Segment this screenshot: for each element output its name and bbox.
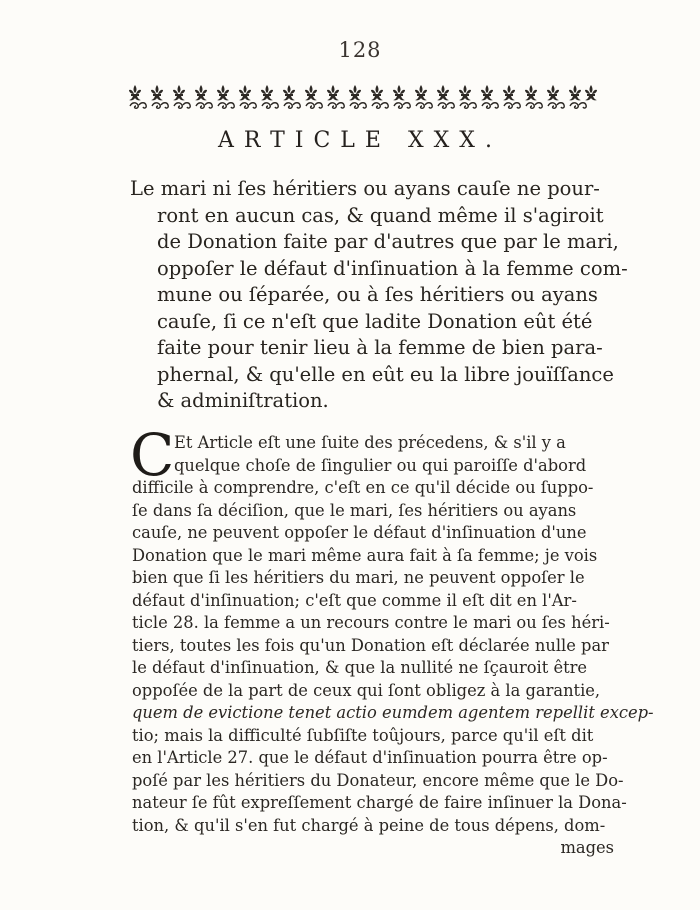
commentary-line: oppoſée de la part de ceux qui ſont obligez à la garantie, xyxy=(132,680,601,700)
commentary-text xyxy=(130,421,654,860)
article-text xyxy=(130,176,630,415)
commentary-line: tion, & qu'il s'en fut chargé à peine de tous dépens, dom- xyxy=(132,815,606,835)
commentary-line: poſé par les héritiers du Donateur, encore même que le Do- xyxy=(132,770,624,790)
commentary-line: nateur ſe fût expreſſement chargé de faire inſinuer la Dona- xyxy=(132,793,627,812)
article-line: mune ou ſéparée, ou à ſes héritiers ou ayans xyxy=(157,283,598,306)
commentary-line: bien que ſi les héritiers du mari, ne peuvent oppoſer le xyxy=(132,568,585,587)
commentary-line: Et Article eſt une ſuite des précedens, & s'il y a xyxy=(174,433,566,452)
catchword: mages xyxy=(560,838,614,857)
article-line: oppoſer le défaut d'inſinuation à la femme com- xyxy=(157,256,628,280)
commentary-line: le défaut d'inſinuation, & que la nullité ne ſçauroit être xyxy=(132,658,588,677)
commentary-line: en l'Article 27. que le défaut d'inſinuation pourra être op- xyxy=(132,748,608,767)
article-line: Le mari ni ſes héritiers ou ayans cauſe ne pour- xyxy=(130,177,600,200)
article-line: & adminiſtration. xyxy=(157,389,329,412)
drop-cap: C xyxy=(130,421,175,489)
article-line: phernal, & qu'elle en eût eu la libre jouïſſance xyxy=(157,362,614,386)
page-number: 128 xyxy=(338,38,382,62)
article-line: faite pour tenir lieu à la femme de bien para- xyxy=(157,336,603,359)
fleuron-band-icon xyxy=(128,82,598,112)
commentary-line: difficile à comprendre, c'eſt en ce qu'il décide ou ſuppo- xyxy=(132,478,594,497)
commentary-line: Donation que le mari même aura fait à ſa femme; je vois xyxy=(132,545,598,565)
article-line: cauſe, ſi ce n'eſt que ladite Donation eût été xyxy=(157,309,593,333)
article-heading: ARTICLE XXX. xyxy=(218,128,502,153)
commentary-line: ticle 28. la femme a un recours contre le mari ou ſes héri- xyxy=(132,613,610,632)
commentary-line: quelque choſe de ſingulier ou qui paroiſſe d'abord xyxy=(174,455,587,475)
commentary-line: cauſe, ne peuvent oppoſer le défaut d'inſinuation d'une xyxy=(132,523,587,542)
commentary-line: défaut d'inſinuation; c'eſt que comme il eſt dit en l'Ar- xyxy=(132,590,577,610)
commentary-line: tiers, toutes les fois qu'un Donation eſt déclarée nulle par xyxy=(132,635,609,655)
latin-quote-line: quem de evictione tenet actio eumdem agentem repellit excep- xyxy=(132,703,654,722)
article-line: de Donation faite par d'autres que par le mari, xyxy=(157,230,619,253)
commentary-line: ſe dans ſa déciſion, que le mari, ſes héritiers ou ayans xyxy=(132,500,577,520)
commentary-line: tio; mais la difficulté ſubſiſte toûjours, parce qu'il eſt dit xyxy=(132,725,594,745)
article-line: ront en aucun cas, & quand même il s'agiroit xyxy=(157,203,604,227)
